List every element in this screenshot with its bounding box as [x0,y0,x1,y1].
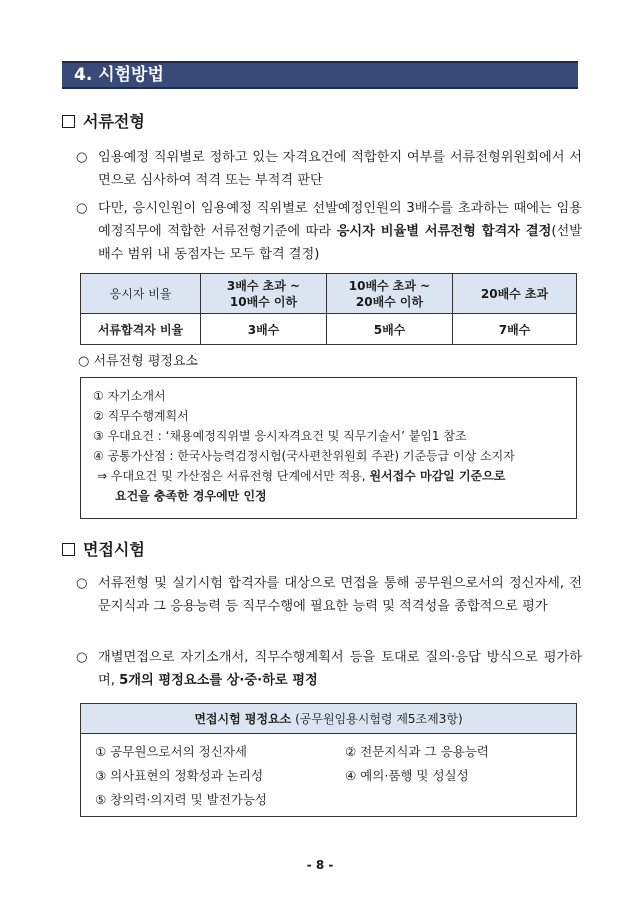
list-item: ② 직무수행계획서 [93,409,189,423]
list-item: ④ 공통가산점 : 한국사능력검정시험(국사편찬위원회 주관) 기준등급 이상 소지자 [93,449,515,463]
circle-bullet-icon: ○ [76,650,88,665]
note-text-bold: 원서접수 마감일 기준으로 [369,469,506,483]
document-review-heading [62,112,145,132]
list-item: ③ 우대요건 : ‘채용예정직위별 응시자격요건 및 직무기술서’ 붙임1 참조 [93,429,467,443]
list-item: ① 자기소개서 [93,389,166,403]
interview-box-title: 면접시험 평정요소 [194,712,292,726]
circle-bullet-icon: ○ [76,576,88,591]
table-cell: 7배수 [453,314,577,345]
table-header-cell: 20배수 초과 [453,274,577,314]
table-cell: 5배수 [327,314,453,345]
list-item: ⑤ 창의력·의지력 및 발전가능성 [95,792,268,807]
criteria-heading [78,352,198,372]
checkbox-square-icon [62,543,75,556]
circle-bullet-icon: ○ [76,201,88,216]
bullet-text [98,646,582,692]
bullet-text-normal: (선발배수 범위 내 동점자는 모두 합격 결정) [98,224,582,262]
interview-box-header [80,703,577,733]
document-review-title: 서류전형 [83,112,145,131]
bullet-text-bold: 응시자 비율별 서류전형 합격자 결정 [336,224,552,239]
checkbox-square-icon [62,115,75,128]
arrow-icon: ⇒ [97,469,108,483]
bullet-text-normal: 개별면접으로 자기소개서, 직무수행계획서 등을 토대로 질의·응답 방식으로 평가하며, [98,650,582,688]
document-review-bullet-2 [76,197,582,266]
ratio-table [80,273,577,345]
circle-bullet-icon: ○ [76,150,88,165]
note-text-bold: 요건을 충족한 경우에만 인정 [115,489,267,503]
interview-bullet-1 [76,572,582,618]
list-item: ① 공무원으로서의 정신자세 [95,744,247,759]
table-row-label: 서류합격자 비율 [81,314,201,345]
interview-bullet-2 [76,646,582,692]
interview-title: 면접시험 [83,540,145,559]
table-header-cell [201,274,327,314]
document-review-bullet-1 [76,146,582,192]
note-text: 우대요건 및 가산점은 서류전형 단계에서만 적용, [110,469,370,483]
bullet-text: 서류전형 및 실기시험 합격자를 대상으로 면접을 통해 공무원으로서의 정신자세, 전문지식과 그 응용능력 등 직무수행에 필요한 능력 및 적격성을 종합적으로 평가 [98,576,582,614]
interview-box-source: (공무원임용시험령 제5조제3항) [295,712,463,726]
list-item: ④ 예의·품행 및 성실성 [345,768,469,783]
table-cell: 3배수 [201,314,327,345]
header-line: 3배수 초과 ~ [226,278,301,293]
header-line: 20배수 이하 [355,294,424,309]
page-number: - 8 - [306,858,334,872]
table-row [81,314,577,345]
table-header-cell [327,274,453,314]
bullet-text-normal: 다만, 응시인원이 임용예정 직위별로 선발예정인원의 3배수를 초과하는 때에는 임용예정직무에 적합한 서류전형기준에 따라 [98,201,582,239]
interview-elements-box [80,733,577,817]
criteria-title: 서류전형 평정요소 [93,354,199,369]
list-item: ② 전문지식과 그 응용능력 [345,744,489,759]
header-line: 10배수 이하 [229,294,298,309]
table-header-cell: 응시자 비율 [81,274,201,314]
bullet-text: 임용예정 직위별로 정하고 있는 자격요건에 적합한지 여부를 서류전형위원회에서 서면으로 심사하여 적격 또는 부적격 판단 [98,150,582,188]
header-line: 10배수 초과 ~ [348,278,431,293]
bullet-text-bold: 5개의 평정요소를 상·중·하로 평정 [119,673,318,688]
criteria-note [97,466,564,486]
list-item: ③ 의사표현의 정확성과 논리성 [95,768,264,783]
circle-bullet-icon: ○ [78,354,90,369]
criteria-box [80,377,577,519]
section-title: 4. 시험방법 [62,61,578,89]
table-header-row [81,274,577,314]
bullet-text [98,197,582,266]
interview-heading [62,540,145,560]
